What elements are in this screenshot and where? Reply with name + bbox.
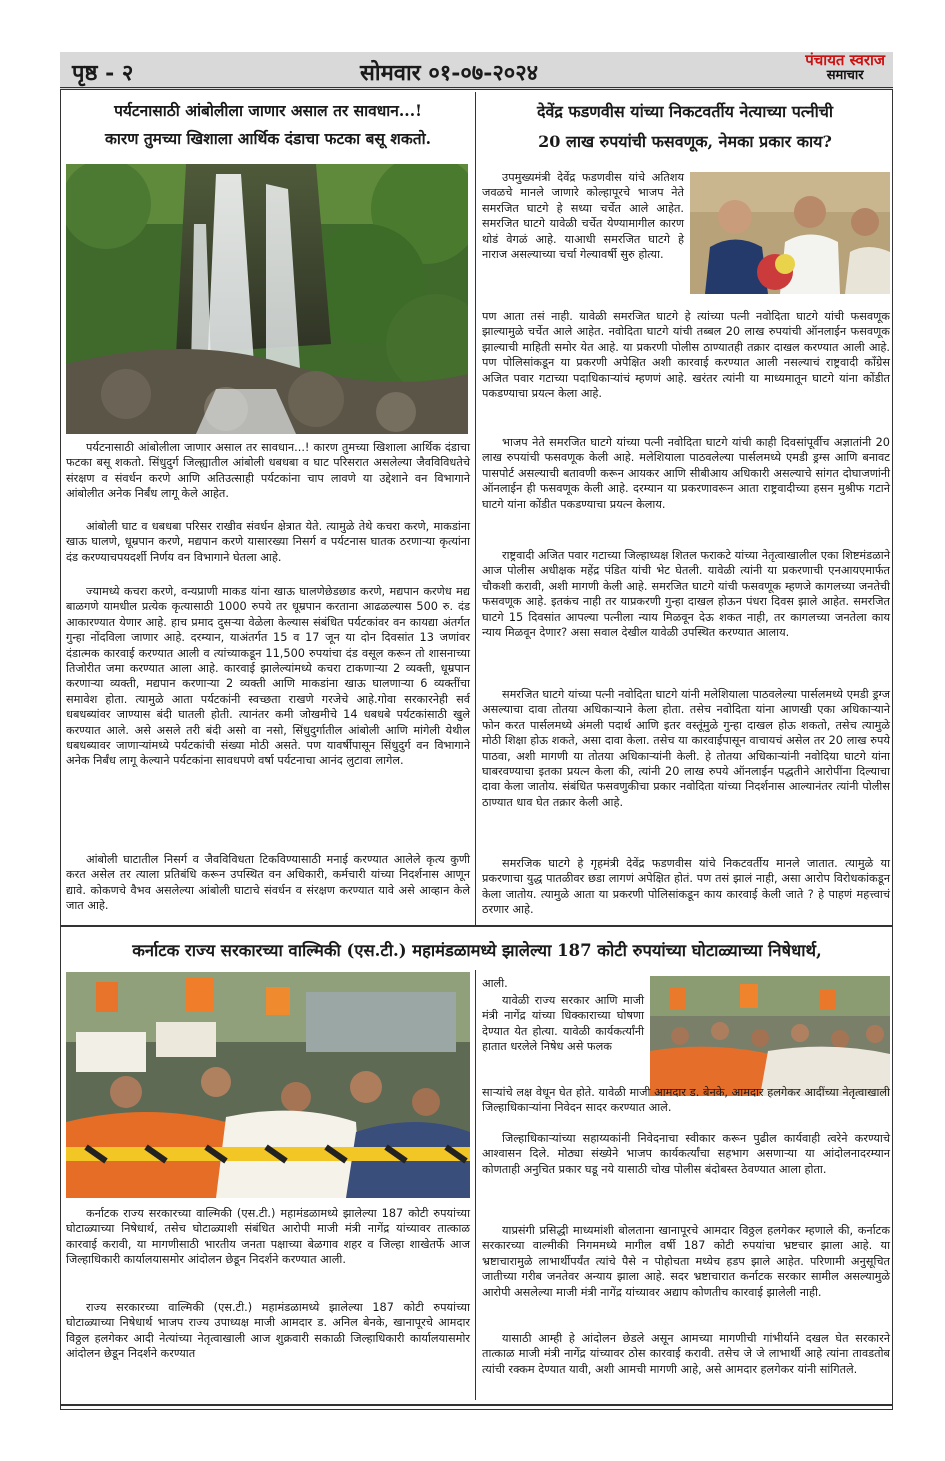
article2-para-5: समरजिक घाटगे हे गृहमंत्री देवेंद्र फडणवीस यांचे निकटवर्तीय मानले जातात. त्यामुळे या प्रकरणाचा युद्ध पातळीवर छडा लागणं अपेक्षित होतं. पण तसं झालं नाही, असा आरोप विरोधकांकडून केला जातोय. त्यामुळे आता या प्रकरणी पोलिसांकडून काय कारवाई केली जाते ? हे पाहणं महत्त्वाचं ठरणार आहे.	[482, 857, 890, 917]
section-rule	[60, 925, 893, 927]
article2-headline	[478, 97, 892, 157]
article1-headline	[64, 97, 472, 153]
article2-para-2: भाजप नेते समरजित घाटगे यांच्या पत्नी नवोदिता घाटगे यांची काही दिवसांपूर्वीच अज्ञातांनी 20 लाख रुपयांची फसवणूक केली आहे. मलेशियाला पाठवलेल्या पार्सलमध्ये एमडी ड्रग्स आणि बनावट पासपोर्ट असल्याची बतावणी करून आयकर आणि सीबीआय अधिकारी असल्याचे सांगत दोघाजणांनी ऑनलाईन ही फसवणूक केली आहे. दरम्यान या प्रकरणावरून आता राष्ट्रवादीच्या हसन मुश्रीफ गटाने घाटगे यांना कोंडीत पकडण्याचा प्रयत्न केलाय.	[482, 436, 890, 511]
protest-photo-left	[66, 972, 470, 1198]
column-divider-top	[475, 92, 476, 925]
article3-left-para-2: राज्य सरकारच्या वाल्मिकी (एस.टी.) महामंडळामध्ये झालेल्या 187 कोटी रुपयांच्या घोटाळ्याच्या निषेधार्थ भाजप राज्य उपाध्यक्ष माजी आमदार ड. अनिल बेनके, खानापूरचे आमदार विठ्ठल हलगेकर आदी नेत्यांच्या नेतृत्वाखाली आज शुक्रवारी सकाळी जिल्हाधिकारी कार्यालयासमोर आंदोलन छेडून निदर्शने करण्यात	[66, 1301, 470, 1361]
page-number: पृष्ठ - २	[72, 60, 134, 86]
article3-headline: कर्नाटक राज्य सरकारच्या वाल्मिकी (एस.टी.) महामंडळामध्ये झालेल्या 187 कोटी रुपयांच्या घोटाळ्याच्या निषेधार्थ,	[132, 941, 822, 960]
logo-line-2: समाचार	[826, 68, 864, 83]
article2-headline-line1: देवेंद्र फडणवीस यांच्या निकटवर्तीय नेत्याच्या पत्नीची	[536, 102, 834, 121]
article2-para-4: समरजित घाटगे यांच्या पत्नी नवोदिता घाटगे यांनी मलेशियाला पाठवलेल्या पार्सलमध्ये एमडी ड्रग्ज असल्याचा दावा तोतया अधिकाऱ्याने केला होता. तसेच नवोदिता यांना आणखी एका अधिकाऱ्याने फोन करत पार्सलमध्ये अंमली पदार्थ आणि इतर वस्तूंमुळे गुन्हा दाखल होऊ शकतो, तसेच त्यामुळे मोठी शिक्षा होऊ शकते, असा दावा केला. तसेच या कारवाईपासून वाचायचं असेल तर 20 लाख रुपये पाठवा, अशी मागणी या तोतया अधिकाऱ्यांनी केली. हे तोतया अधिकाऱ्यांनी नवोदिया घाटगे यांना घाबरवण्याचा इतका प्रयत्न केला की, त्यांनी 20 लाख रुपये ऑनलाईन पद्धतीने आरोपींना दिल्याचा दावा केला जातोय. संबंधित फसवणुकीचा प्रकार नवोदिता यांच्या निदर्शनास आल्यानंतर त्यांनी पोलीस ठाण्यात धाव घेत तक्रार केली आहे.	[482, 688, 890, 809]
footer-rule-1	[60, 1404, 893, 1406]
article1-para-1: पर्यटनासाठी आंबोलीला जाणार असाल तर सावधान...! कारण तुमच्या खिशाला आर्थिक दंडाचा फटका बसू शकतो. सिंधुदुर्ग जिल्ह्यातील आंबोली धबधबा व घाट परिसरात असलेल्या जैवविविधतेचे संरक्षण व संवर्धन करणे आणि अतिउत्साही पर्यटकांना चाप लावणे या उद्देशाने वन विभागाने आंबोलीत अनेक निर्बंध लागू केले आहेत.	[66, 441, 470, 501]
article3-right-start: आली.	[482, 977, 508, 990]
waterfall-photo	[66, 164, 468, 434]
article3-left-para-1: कर्नाटक राज्य सरकारच्या वाल्मिकी (एस.टी.) महामंडळामध्ये झालेल्या 187 कोटी रुपयांच्या घोटाळ्याच्या निषेधार्थ, तसेच घोटाळ्याशी संबंधित आरोपी माजी मंत्री नागेंद्र यांच्यावर तात्काळ कारवाई करावी, या मागणीसाठी भारतीय जनता पक्षाच्या बेळगाव शहर व जिल्हा शाखेतर्फे आज जिल्हाधिकारी कार्यालयासमोर आंदोलन छेडून निदर्शने करण्यात आली.	[66, 1207, 470, 1267]
column-divider-bottom	[475, 970, 476, 1400]
article3-right-para-3: याप्रसंगी प्रसिद्धी माध्यमांशी बोलताना खानापूरचे आमदार विठ्ठल हलगेकर म्हणाले की, कर्नाटक सरकारच्या वाल्मीकी निगममध्ये मागील वर्षी 187 कोटी रुपयांचा भ्रष्टचार झाला आहे. या भ्रष्टाचारामुळे लाभार्थीपर्यंत त्यांचे पैसे न पोहोचता मध्येच हडप झाले आहेत. परिणामी अनुसूचित जातीच्या गरीब जनतेवर अन्याय झाला आहे. सदर भ्रष्टाचारात कर्नाटक सरकार सामील असल्यामुळे आरोपी असलेल्या माजी मंत्री नागेंद्र यांच्यावर अद्याप कोणतीच कारवाई झालेली नाही.	[482, 1224, 890, 1299]
article2-intro: उपमुख्यमंत्री देवेंद्र फडणवीस यांचे अतिशय जवळचे मानले जाणारे कोल्हापूरचे भाजप नेते समरजित घाटगे हे सध्या चर्चेत आले आहेत. समरजित घाटगे यावेळी चर्चेत येण्यामागील कारण थोडं वेगळं आहे. याआधी समरजित घाटगे हे नाराज असल्याच्या चर्चा गेल्यावर्षी सुरु होत्या.	[482, 171, 684, 262]
leaders-photo	[690, 172, 890, 294]
article2-headline-line2: 20 लाख रुपयांची फसवणूक, नेमका प्रकार काय?	[538, 132, 832, 151]
article1-para-2: आंबोली घाट व धबधबा परिसर राखीव संवर्धन क्षेत्रात येते. त्यामुळे तेथे कचरा करणे, माकडांना खाऊ घालणे, धूम्रपान करणे, मद्यपान करणे यासारख्या निसर्ग व पर्यटनास घातक ठरणाऱ्या कृत्यांना दंड करण्याचपयदर्शी निर्णय वन विभागाने घेतला आहे.	[66, 520, 470, 564]
logo-line-1: पंचायत स्वराज	[805, 51, 885, 69]
article1-para-3: ज्यामध्ये कचरा करणे, वन्यप्राणी माकड यांना खाऊ घालणेछेडछाड करणे, मद्यपान करणेध मद्य बाळगणे यामधील प्रत्येक कृत्यासाठी 1000 रुपये तर धूम्रपान करताना आढळल्यास 500 रु. दंड आकारण्यात येणार आहे. हाच प्रमाद दुसऱ्या वेळेला केल्यास संबंधित पर्यटकांवर वन कायद्या अंतर्गत गुन्हा नोंदविला जाणार आहे. दरम्यान, याअंतर्गत 15 व 17 जून या दोन दिवसांत 13 जणांवर दंडात्मक कारवाई करण्यात आली व त्यांच्याकडून 11,500 रुपयांचा दंड वसूल करून तो शासनाच्या तिजोरीत जमा करण्यात आला आहे. कारवाई झालेल्यांमध्ये कचरा टाकणाऱ्या 2 व्यक्ती, धूम्रपान करणाऱ्या व्यक्ती, मद्यपान करणाऱ्या 2 व्यक्ती आणि माकडांना खाऊ घालणाऱ्या 6 व्यक्तींचा समावेश होता. त्यामुळे आता पर्यटकांनी स्वच्छता राखणे गरजेचे आहे.गोवा सरकारनेही सर्व धबधब्यांवर जाण्यास बंदी घातली होती. त्यानंतर कमी जोखमीचे 14 धबधबे पर्यटकांसाठी खुले करण्यात आले. असे असले तरी बंदी असो वा नसो, सिंधुदुर्गातील आंबोली आणि मांगेली येथील धबधब्यावर जाणाऱ्यांमध्ये पर्यटकांची संख्या मोठी असते. पण यावर्षीपासून सिंधुदुर्ग वन विभागाने अनेक निर्बंध लागू केल्याने पर्यटकांना सावधपणे वर्षा पर्यटनाचा आनंद लुटावा लागेल.	[66, 585, 470, 768]
page-header	[60, 52, 893, 90]
protest-photo-right	[650, 976, 890, 1096]
article1-headline-line1: पर्यटनासाठी आंबोलीला जाणार असाल तर सावधान...!	[114, 101, 422, 120]
article1-headline-line2: कारण तुमच्या खिशाला आर्थिक दंडाचा फटका बसू शकतो.	[104, 129, 431, 148]
article3-right-intro: यावेळी राज्य सरकार आणि माजी मंत्री नागेंद्र यांच्या धिक्काराच्या घोषणा देण्यात येत होत्या. यावेळी कार्यकर्त्यांनी हातात धरलेले निषेध असे फलक	[482, 994, 644, 1054]
article3-right-para-4: यासाठी आम्ही हे आंदोलन छेडले असून आमच्या मागणीची गांभीर्याने दखल घेत सरकारने तात्काळ माजी मंत्री नागेंद्र यांच्यावर ठोस कारवाई करावी. तसेच जे जे लाभार्थी आहे त्यांना तावडतोब त्यांची रक्कम देण्यात यावी, अशी आमची मागणी आहे, असे आमदार हलगेकर यांनी सांगितले.	[482, 1332, 890, 1376]
article3-right-para-2: जिल्हाधिकाऱ्यांच्या सहाय्यकांनी निवेदनाचा स्वीकार करून पुढील कार्यवाही त्वरेने करण्याचे आश्वासन दिले. मोठ्या संख्येने भाजप कार्यकर्त्यांचा सहभाग असणाऱ्या या आंदोलनादरम्यान कोणताही अनुचित प्रकार घडू नये यासाठी चोख पोलीस बंदोबस्त ठेवण्यात आला होता.	[482, 1132, 890, 1176]
issue-date: सोमवार ०१-०७-२०२४	[360, 60, 539, 86]
article3-right-para-1: साऱ्यांचे लक्ष वेधून घेत होते. यावेळी माजी आमदार ड. बेनके, आमदार हलगेकर आदींच्या नेतृत्वाखाली जिल्हाधिकाऱ्यांना निवेदन सादर करण्यात आले.	[482, 1086, 890, 1115]
masthead-logo	[805, 53, 885, 83]
footer-rule-2	[60, 1409, 893, 1410]
article2-para-3: राष्ट्रवादी अजित पवार गटाच्या जिल्हाध्यक्ष शितल फराकटे यांच्या नेतृत्वाखालील एका शिष्टमंडळाने आज पोलीस अधीक्षक महेंद्र पंडित यांची भेट घेतली. यावेळी त्यांनी या प्रकरणाची एनआयएमार्फत चौकशी करावी, अशी मागणी केली आहे. समरजित घाटगे यांची फसवणूक म्हणजे कागलच्या जनतेची फसवणूक आहे. इतकंच नाही तर याप्रकरणी गुन्हा दाखल होऊन पंधरा दिवस झाले आहेत. समरजित घाटगे 15 दिवसांत आपल्या पत्नीला न्याय मिळवून देऊ शकत नाही, तर कागलच्या जनतेला काय न्याय मिळवून देणार? असा सवाल देखील यावेळी उपस्थित करण्यात आलाय.	[482, 549, 890, 640]
article2-para-1: पण आता तसं नाही. यावेळी समरजित घाटगे हे त्यांच्या पत्नी नवोदिता घाटगे यांची फसवणूक झाल्यामुळे चर्चेत आले आहेत. नवोदिता घाटगे यांची तब्बल 20 लाख रुपयांची ऑनलाईन फसवणूक झाल्याची माहिती समोर येत आहे. या प्रकरणी पोलीस ठाण्यातही तक्रार दाखल करण्यात आली आहे. पण पोलिसांकडून या प्रकरणी अपेक्षित अशी कारवाई करण्यात आली नसल्याचं राष्ट्रवादी काँग्रेस अजित पवार गटाच्या पदाधिकाऱ्यांचं म्हणणं आहे. खरंतर त्यांनी या माध्यमातून घाटगे यांना कोंडीत पकडण्याचा प्रयत्न केला आहे.	[482, 310, 890, 401]
article1-para-4: आंबोली घाटातील निसर्ग व जैवविविधता टिकविण्यासाठी मनाई करण्यात आलेले कृत्य कुणी करत असेल तर त्याला प्रतिबंधि करून उपस्थित वन अधिकारी, कर्मचारी यांच्या निदर्शनास आणून द्यावे. कोकणचे वैभव असलेल्या आंबोली घाटाचे संवर्धन व संरक्षण करण्यात यावे असे आव्हान केले जात आहे.	[66, 853, 470, 913]
